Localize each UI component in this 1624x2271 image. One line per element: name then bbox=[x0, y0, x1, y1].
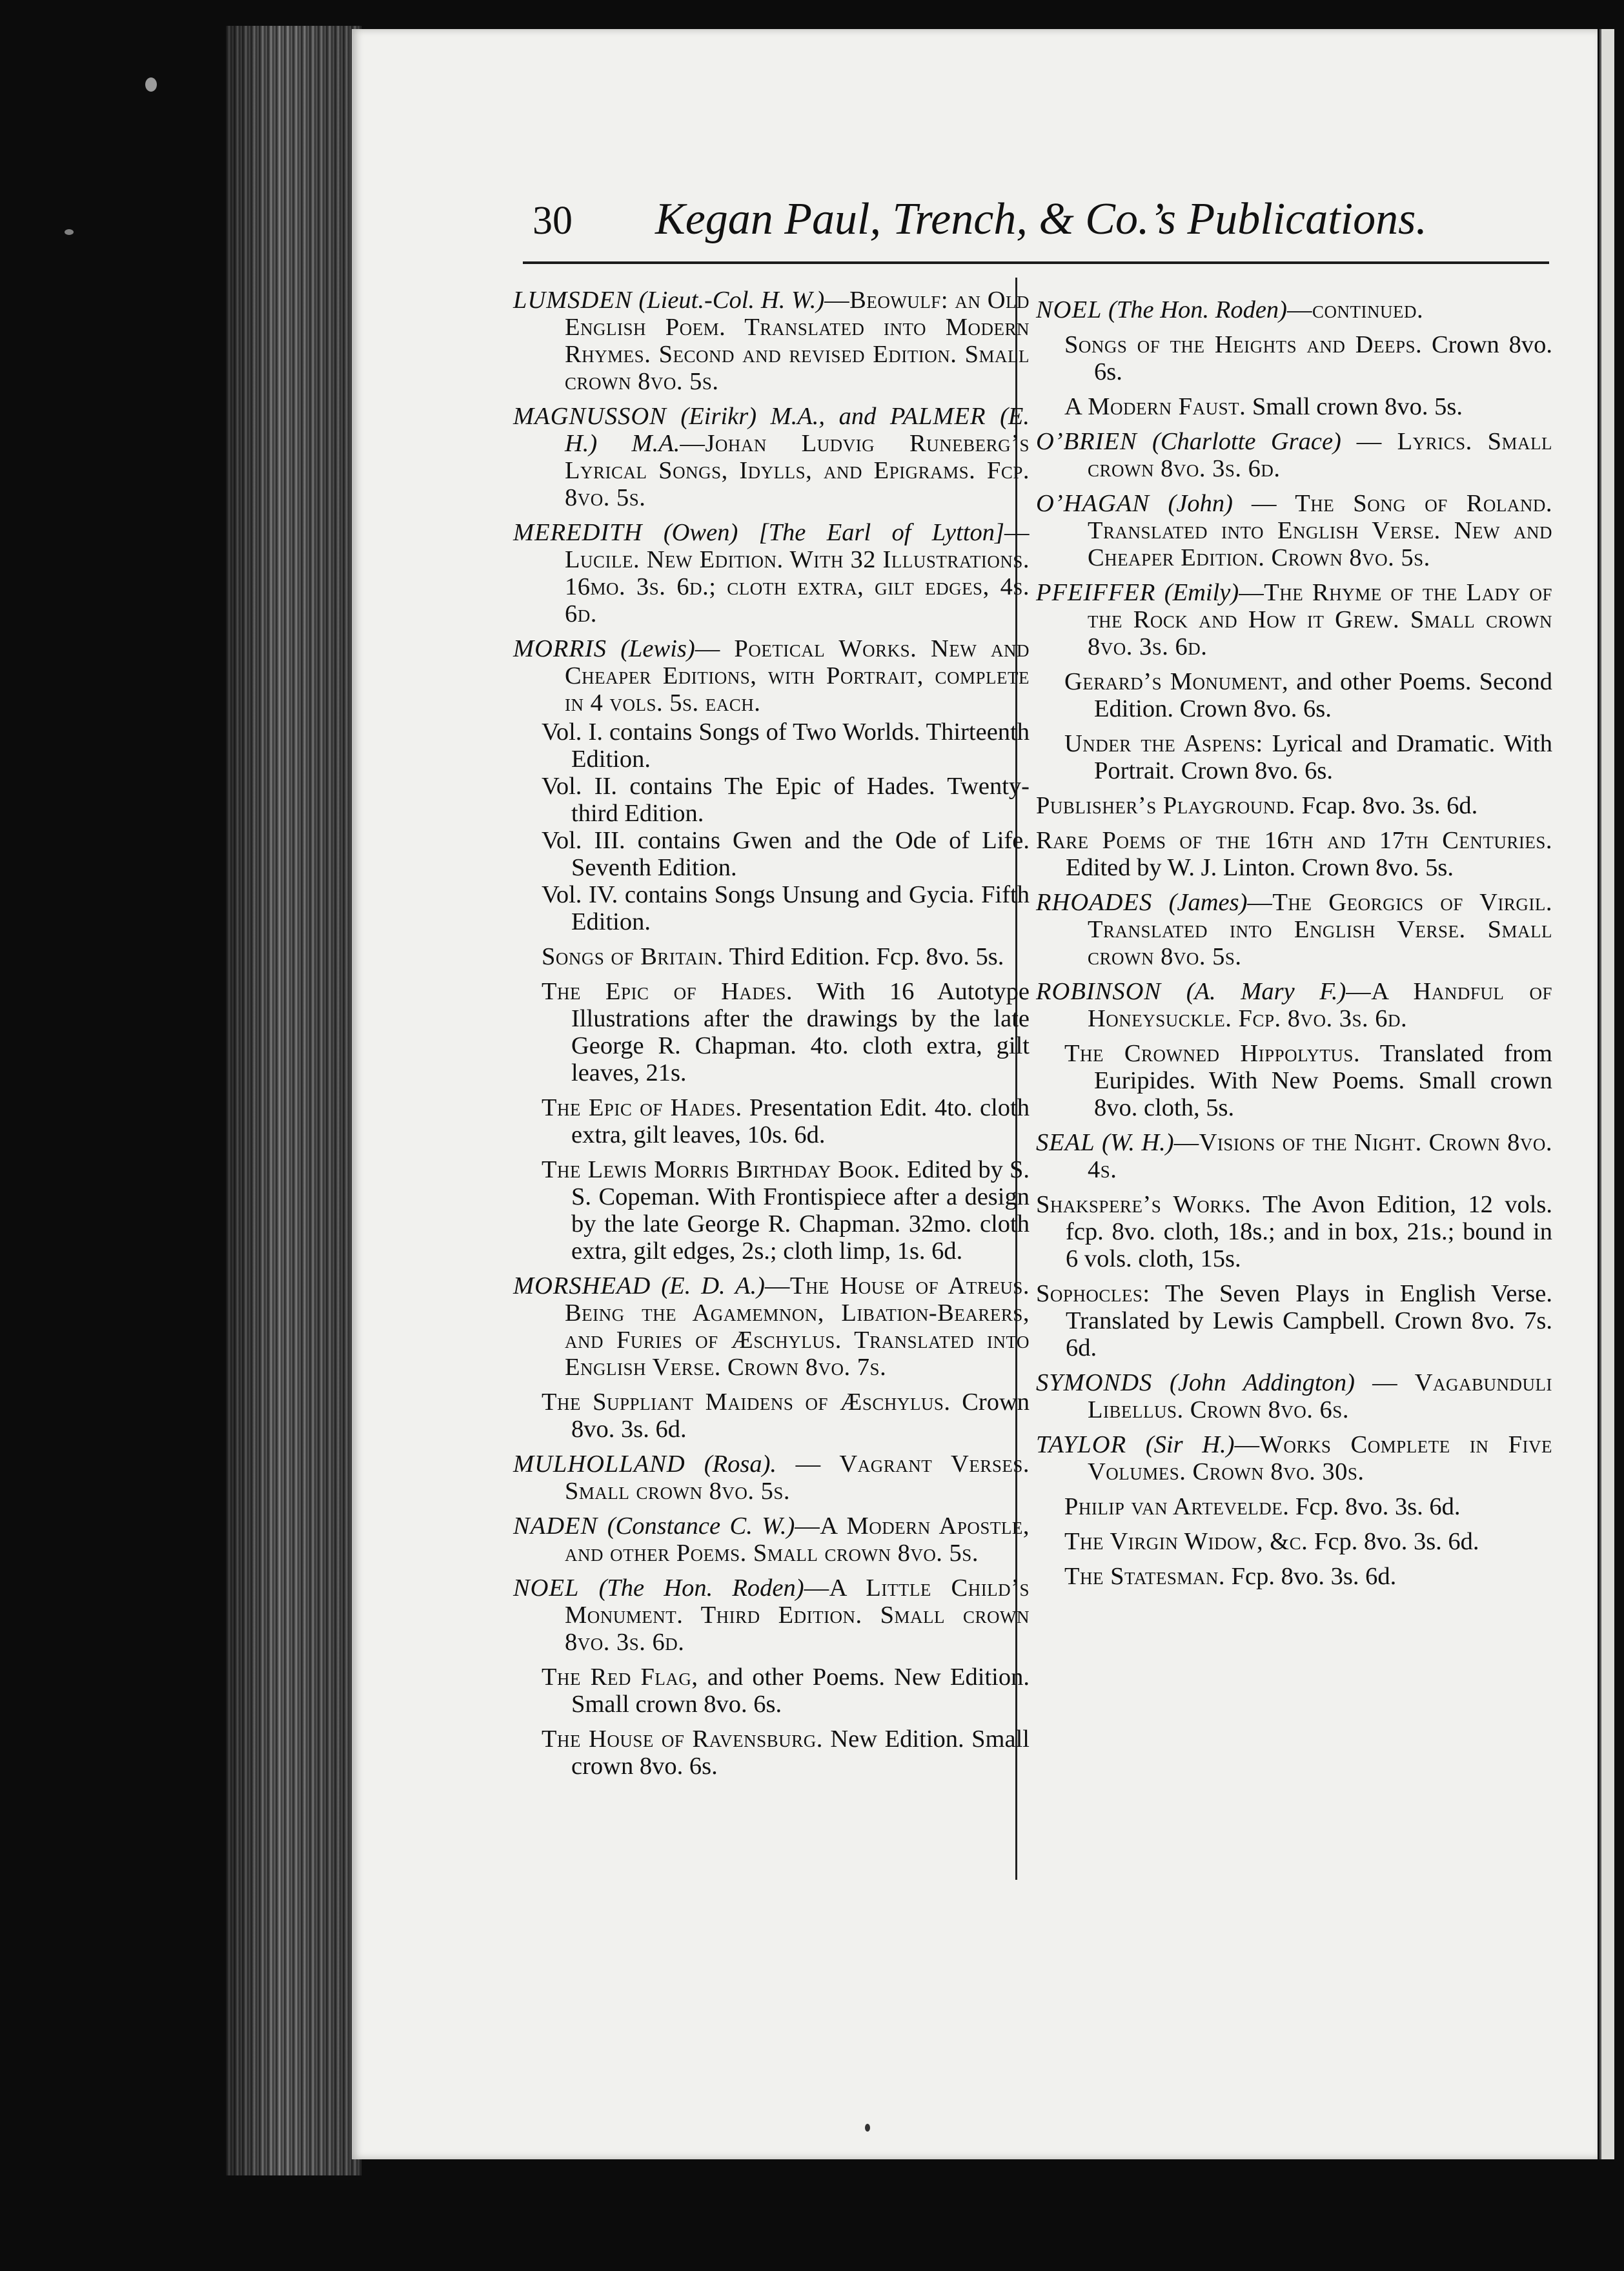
author-note: (Emily) bbox=[1164, 579, 1239, 606]
entry-text: Fcp. 8vo. 3s. 6d. bbox=[1289, 1493, 1461, 1520]
author-name: NADEN bbox=[513, 1512, 598, 1540]
volume-line bbox=[513, 881, 1030, 935]
author-name: NOEL bbox=[513, 1574, 580, 1602]
right-column bbox=[1036, 289, 1552, 1592]
author-note: (John Addington) bbox=[1170, 1369, 1355, 1396]
volume-text: Vol. IV. contains Songs Unsung and Gycia. Fifth Edition. bbox=[542, 881, 1030, 935]
entry-text: — Poetical Works. New and Cheaper Editions, with Portrait, complete in 4 vols. 5s. each. bbox=[565, 635, 1030, 717]
catalog-entry bbox=[1036, 490, 1552, 571]
author-note: (Lieut.-Col. H. W.) bbox=[638, 287, 825, 314]
page-number: 30 bbox=[533, 199, 573, 243]
entry-text: The Seven Plays in English Verse. Translated by Lewis Campbell. Crown 8vo. 7s. 6d. bbox=[1066, 1280, 1552, 1361]
work-title: The Crowned Hippolytus. bbox=[1064, 1040, 1361, 1067]
author-note: (Sir H.) bbox=[1145, 1431, 1235, 1458]
catalog-entry bbox=[513, 287, 1030, 395]
work-title: The Epic of Hades. bbox=[542, 978, 793, 1005]
entry-text: —Beowulf: an Old English Poem. Translated into Modern Rhymes. Second and revised Edition. Small crown 8vo. 5s. bbox=[565, 287, 1030, 395]
entry-text: Crown 8vo. 3s. 6d. bbox=[571, 1389, 1030, 1443]
author-note: (Constance C. W.) bbox=[607, 1512, 795, 1540]
catalog-entry bbox=[1036, 889, 1552, 970]
entry-text: — Lyrics. Small crown 8vo. 3s. 6d. bbox=[1088, 428, 1552, 482]
author-note: (Owen) [The Earl of Lytton] bbox=[663, 519, 1004, 546]
author-name: MORRIS bbox=[513, 635, 607, 662]
volume-line bbox=[513, 718, 1030, 773]
author-note: (The Hon. Roden) bbox=[1108, 296, 1287, 323]
entry-text: Presentation Edit. 4to. cloth extra, gilt leaves, 10s. 6d. bbox=[571, 1094, 1030, 1148]
entry-text: —A Little Child’s Monument. Third Edition. Small crown 8vo. 3s. 6d. bbox=[565, 1574, 1030, 1656]
work-title: The Lewis Morris Birthday Book. bbox=[542, 1156, 900, 1183]
entry-text: and other Poems. New Edition. Small crown 8vo. 6s. bbox=[571, 1664, 1030, 1718]
header-rule bbox=[523, 261, 1549, 264]
volume-line bbox=[513, 827, 1030, 881]
volume-text: Vol. I. contains Songs of Two Worlds. Thirteenth Edition. bbox=[542, 718, 1030, 773]
catalog-entry bbox=[513, 1512, 1030, 1567]
author-name: SYMONDS bbox=[1036, 1369, 1153, 1396]
catalog-subentry bbox=[1036, 730, 1552, 784]
work-title: Rare Poems of the 16th and 17th Centuries. bbox=[1036, 827, 1552, 854]
entry-text: —Works Complete in Five Volumes. Crown 8vo. 30s. bbox=[1088, 1431, 1553, 1485]
entry-text: —Johan Ludvig Runeberg’s Lyrical Songs, Idylls, and Epigrams. Fcp. 8vo. 5s. bbox=[565, 430, 1030, 511]
author-name: RHOADES bbox=[1036, 889, 1153, 916]
catalog-entry bbox=[513, 1272, 1030, 1381]
work-title: The House of Ravensburg. bbox=[542, 1726, 823, 1753]
catalog-entry bbox=[513, 635, 1030, 717]
catalog-subentry bbox=[513, 978, 1030, 1086]
author-name: O’HAGAN bbox=[1036, 490, 1150, 517]
entry-text: —Lucile. New Edition. With 32 Illustrations. 16mo. 3s. 6d.; cloth extra, gilt edges, 4s. 6d. bbox=[565, 519, 1030, 627]
entry-text: The Avon Edition, 12 vols. fcp. 8vo. cloth, 18s.; and in box, 21s.; bound in 6 vols. cloth, 15s. bbox=[1066, 1191, 1552, 1272]
catalog-subentry bbox=[1036, 331, 1552, 385]
entry-text: —The Rhyme of the Lady of the Rock and How it Grew. Small crown 8vo. 3s. 6d. bbox=[1088, 579, 1552, 660]
catalog-entry bbox=[1036, 1129, 1552, 1183]
catalog-subentry bbox=[513, 1094, 1030, 1148]
work-title: A Modern Faust. bbox=[1064, 393, 1246, 420]
entry-text: Translated from Euripides. With New Poems. Small crown 8vo. cloth, 5s. bbox=[1094, 1040, 1552, 1121]
author-note: (W. H.) bbox=[1102, 1129, 1174, 1156]
entry-text: Fcp. 8vo. 3s. 6d. bbox=[1225, 1563, 1397, 1590]
work-title: The Epic of Hades. bbox=[542, 1094, 742, 1121]
entry-text: Crown 8vo. 6s. bbox=[1094, 331, 1552, 385]
entry-text: With 16 Autotype Illustrations after the drawings by the late George R. Chapman. 4to. cloth extra, gilt leaves, 21s. bbox=[571, 978, 1030, 1086]
entry-text: — The Song of Roland. Translated into English Verse. New and Cheaper Edition. Crown 8vo. 5s. bbox=[1088, 490, 1553, 571]
entry-text: —continued. bbox=[1286, 296, 1424, 323]
work-title: Songs of Britain. bbox=[542, 943, 724, 970]
running-head bbox=[529, 187, 1549, 258]
work-title: The Suppliant Maidens of Æschylus. bbox=[542, 1389, 951, 1416]
author-note: (Charlotte Grace) bbox=[1152, 428, 1341, 455]
author-name: TAYLOR bbox=[1036, 1431, 1127, 1458]
author-note: (The Hon. Roden) bbox=[598, 1574, 804, 1602]
catalog-subentry bbox=[1036, 1563, 1552, 1590]
catalog-subentry bbox=[1036, 792, 1552, 819]
catalog-subentry bbox=[1036, 1493, 1552, 1520]
catalog-entry bbox=[1036, 296, 1552, 323]
catalog-entry bbox=[513, 403, 1030, 511]
catalog-subentry bbox=[513, 943, 1030, 970]
catalog-entry bbox=[1036, 579, 1552, 660]
author-name: MORSHEAD bbox=[513, 1272, 651, 1299]
entry-text: — Vagrant Verses. Small crown 8vo. 5s. bbox=[565, 1451, 1030, 1505]
work-title: The Statesman. bbox=[1064, 1563, 1226, 1590]
catalog-entry bbox=[513, 519, 1030, 627]
work-title: The Red Flag, bbox=[542, 1664, 698, 1691]
left-column bbox=[513, 279, 1030, 1782]
author-name: PFEIFFER bbox=[1036, 579, 1156, 606]
author-note: (E. H.) M.A. bbox=[565, 403, 1030, 457]
volume-text: Vol. III. contains Gwen and the Ode of Life. Seventh Edition. bbox=[542, 827, 1030, 881]
entry-text: Lyrical and Dramatic. With Portrait. Crown 8vo. 6s. bbox=[1094, 730, 1553, 784]
entry-text: New Edition. Small crown 8vo. 6s. bbox=[571, 1726, 1030, 1780]
catalog-subentry bbox=[1036, 1191, 1552, 1272]
catalog-subentry bbox=[513, 1156, 1030, 1265]
scan-artifact bbox=[145, 77, 157, 92]
entry-text: —A Modern Apostle, and other Poems. Small crown 8vo. 5s. bbox=[565, 1512, 1030, 1567]
catalog-subentry bbox=[1036, 1280, 1552, 1361]
catalog-entry bbox=[513, 1451, 1030, 1505]
catalog-subentry bbox=[1036, 1040, 1552, 1121]
catalog-entry bbox=[1036, 978, 1552, 1032]
author-note: (A. Mary F.) bbox=[1186, 978, 1346, 1005]
scan-artifact bbox=[65, 229, 74, 235]
catalog-subentry bbox=[513, 1726, 1030, 1780]
work-title: The Virgin Widow, &c. bbox=[1064, 1528, 1308, 1555]
catalog-entry bbox=[513, 1574, 1030, 1656]
entry-text: Fcap. 8vo. 3s. 6d. bbox=[1295, 792, 1478, 819]
author-name: SEAL bbox=[1036, 1129, 1095, 1156]
entry-text: Small crown 8vo. 5s. bbox=[1246, 393, 1463, 420]
author-name: MEREDITH bbox=[513, 519, 643, 546]
volume-text: Vol. II. contains The Epic of Hades. Twenty-third Edition. bbox=[542, 773, 1030, 827]
work-title: Songs of the Heights and Deeps. bbox=[1064, 331, 1423, 358]
catalog-entry bbox=[1036, 1431, 1552, 1485]
author-name: MAGNUSSON bbox=[513, 403, 667, 430]
entry-text: Fcp. 8vo. 3s. 6d. bbox=[1308, 1528, 1479, 1555]
author-name: O’BRIEN bbox=[1036, 428, 1137, 455]
work-title: Philip van Artevelde. bbox=[1064, 1493, 1290, 1520]
catalog-entry bbox=[1036, 428, 1552, 482]
author-name: PALMER bbox=[889, 403, 986, 430]
work-title: Publisher’s Playground. bbox=[1036, 792, 1295, 819]
catalog-subentry bbox=[1036, 393, 1552, 420]
work-title: Shakspere’s Works. bbox=[1036, 1191, 1252, 1218]
catalog-subentry bbox=[1036, 827, 1552, 881]
entry-text: —A Handful of Honeysuckle. Fcp. 8vo. 3s. 6d. bbox=[1088, 978, 1552, 1032]
entry-text: and other Poems. Second Edition. Crown 8vo. 6s. bbox=[1094, 668, 1552, 722]
author-note: (John) bbox=[1168, 490, 1233, 517]
running-title: Kegan Paul, Trench, & Co.’s Publications. bbox=[655, 194, 1427, 244]
work-title: Under the Aspens: bbox=[1064, 730, 1263, 757]
entry-text: Edited by S. S. Copeman. With Frontispiece after a design by the late George R. Chapman. 32mo. cloth extra, gilt edges, 2s.; cloth limp, 1s. 6d. bbox=[571, 1156, 1030, 1265]
author-name: ROBINSON bbox=[1036, 978, 1162, 1005]
entry-text: —Visions of the Night. Crown 8vo. 4s. bbox=[1088, 1129, 1552, 1183]
work-title: Gerard’s Monument, bbox=[1064, 668, 1289, 695]
author-note: (Lewis) bbox=[620, 635, 695, 662]
page-mark bbox=[865, 2124, 870, 2132]
author-note: (Eirikr) M.A., and bbox=[680, 403, 877, 430]
author-note: (Rosa). bbox=[704, 1451, 777, 1478]
catalog-subentry bbox=[1036, 668, 1552, 722]
entry-text: —The House of Atreus. Being the Agamemnon, Libation-Bearers, and Furies of Æschylus. Translated into English Verse. Crown 8vo. 7s. bbox=[565, 1272, 1030, 1381]
entry-text: Third Edition. Fcp. 8vo. 5s. bbox=[723, 943, 1004, 970]
author-name: LUMSDEN bbox=[513, 287, 633, 314]
entry-text: Edited by W. J. Linton. Crown 8vo. 5s. bbox=[1066, 854, 1454, 881]
page-edge-stack bbox=[226, 26, 361, 2175]
volume-line bbox=[513, 773, 1030, 827]
author-note: (E. D. A.) bbox=[661, 1272, 765, 1299]
facing-page-edge bbox=[1599, 29, 1614, 2159]
author-note: (James) bbox=[1168, 889, 1248, 916]
entry-text: — Vagabunduli Libellus. Crown 8vo. 6s. bbox=[1088, 1369, 1553, 1423]
author-name: MULHOLLAND bbox=[513, 1451, 685, 1478]
catalog-entry bbox=[1036, 1369, 1552, 1423]
catalog-subentry bbox=[513, 1664, 1030, 1718]
catalog-subentry bbox=[1036, 1528, 1552, 1555]
work-title: Sophocles: bbox=[1036, 1280, 1150, 1307]
catalog-subentry bbox=[513, 1389, 1030, 1443]
entry-text: —The Georgics of Virgil. Translated into English Verse. Small crown 8vo. 5s. bbox=[1088, 889, 1552, 970]
author-name: NOEL bbox=[1036, 296, 1102, 323]
